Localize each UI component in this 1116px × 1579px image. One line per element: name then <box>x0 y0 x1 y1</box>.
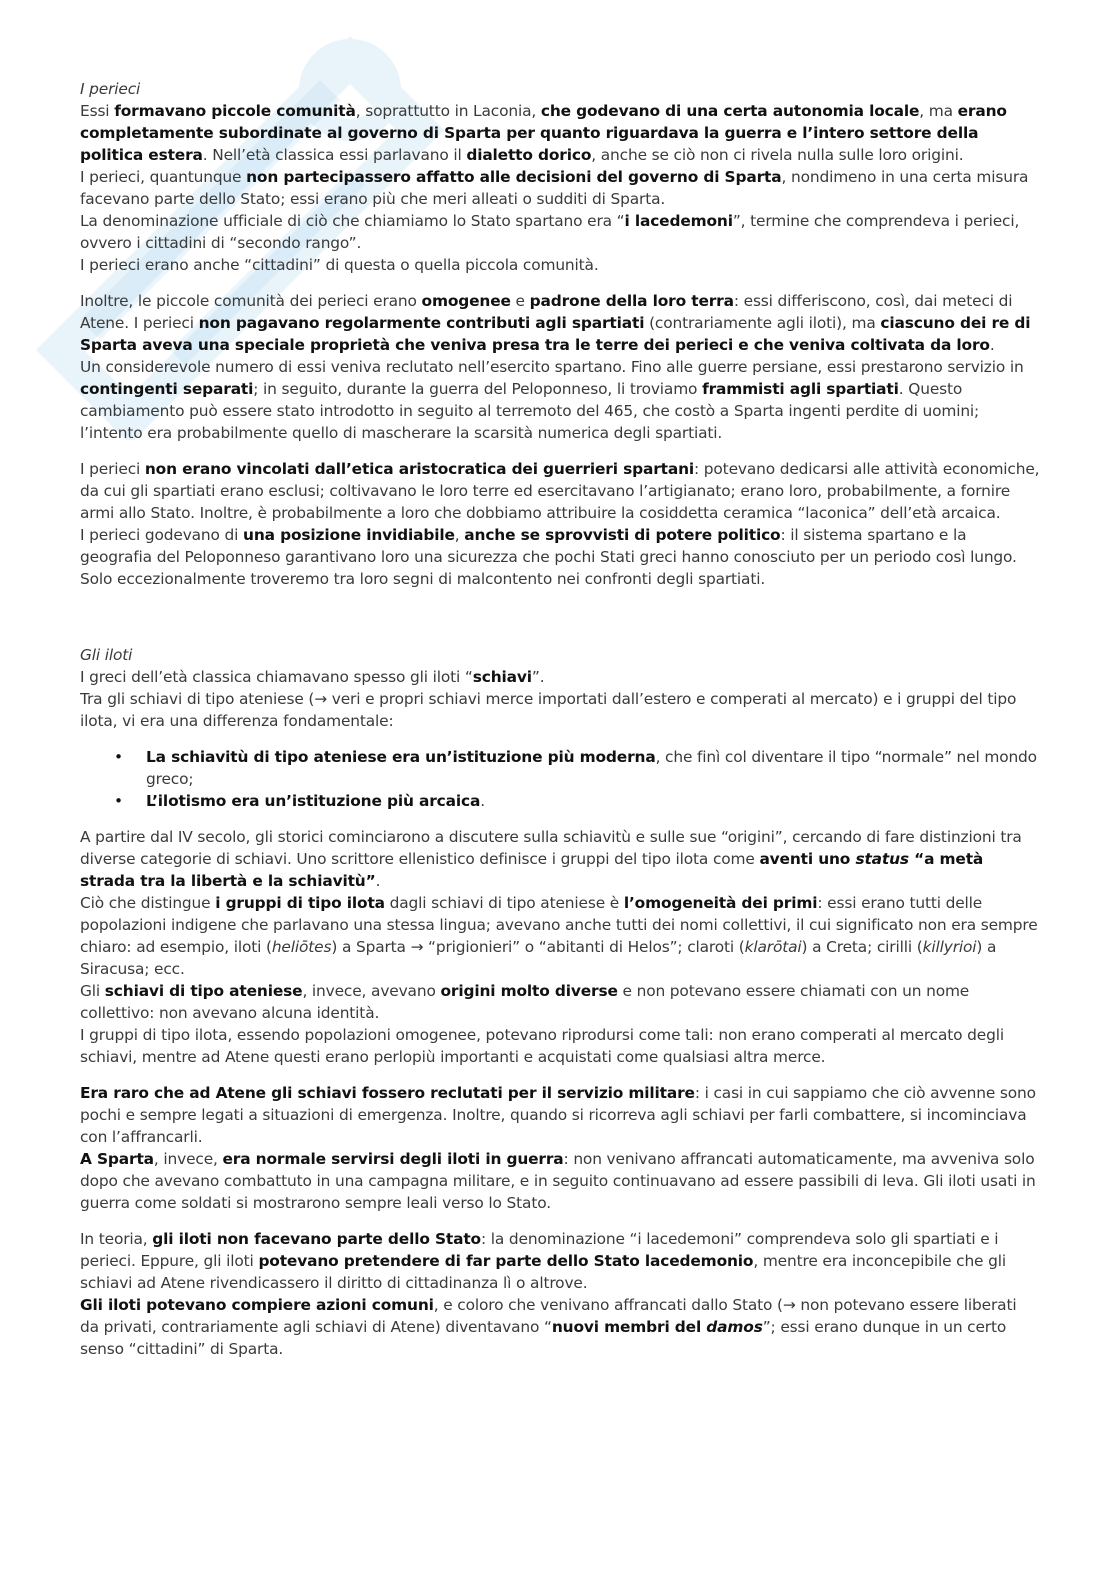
bold-text: nuovi membri del <box>551 1318 707 1336</box>
paragraph-line <box>80 666 1040 688</box>
paragraph-block <box>80 100 1040 276</box>
paragraph-line <box>80 892 1040 980</box>
text-run: , che finì col diventare il tipo “normale” nel mondo greco; <box>146 748 1037 788</box>
text-run: ”, termine che comprendeva i perieci, ovvero i cittadini di “secondo rango”. <box>80 212 1020 252</box>
bold-text: aventi uno <box>759 850 856 868</box>
text-run: : potevano dedicarsi alle attività economiche, da cui gli spartiati erano esclusi; coltivavano le loro terre ed esercitavano l’artigianato; erano loro, probabilmente, a fornire armi allo Stato. Inoltre, è probabilmente a loro che dobbiamo attribuire la cosiddetta ceramica “laconica” dell’età arcaica. <box>80 460 1040 522</box>
paragraph-block <box>80 826 1040 1068</box>
bold-text: padrone della loro terra <box>529 292 734 310</box>
text-run: I greci dell’età classica chiamavano spesso gli iloti “ <box>80 668 473 686</box>
text-run: In teoria, <box>80 1230 153 1248</box>
text-run: I perieci erano anche “cittadini” di questa o quella piccola comunità. <box>80 256 599 274</box>
text-run: e non potevano essere chiamati con un nome collettivo: non avevano alcuna identità. <box>80 982 970 1022</box>
text-run: Ciò che distingue <box>80 894 216 912</box>
paragraph-line <box>80 356 1040 444</box>
text-run: dagli schiavi di tipo ateniese è <box>384 894 624 912</box>
paragraph-block <box>80 290 1040 444</box>
bold-text: non pagavano regolarmente contributi agli spartiati <box>198 314 645 332</box>
text-run: I gruppi di tipo ilota, essendo popolazioni omogenee, potevano riprodursi come tali: non erano comperati al mercato degli schiavi, mentre ad Atene questi erano perlopiù importanti e acquistati come qualsiasi altra merce. <box>80 1026 1004 1066</box>
text-run: ) a Creta; cirilli ( <box>801 938 923 956</box>
text-run: : essi differiscono, così, dai meteci di Atene. I perieci <box>80 292 1013 332</box>
text-run: Un considerevole numero di essi veniva reclutato nell’esercito spartano. Fino alle guerre persiane, essi prestarono servizio in <box>80 358 1024 376</box>
text-run: : essi erano tutti delle popolazioni indigene che parlavano una stessa lingua; avevano anche tutti dei nomi collettivi, il cui significato non era sempre chiaro: ad esempio, iloti ( <box>80 894 1038 956</box>
text-run: , invece, avevano <box>302 982 441 1000</box>
bold-text: erano completamente subordinate al governo di Sparta per quanto riguardava la guerra e l’intero settore della politica estera <box>80 102 1007 164</box>
section-spacer <box>80 604 1040 644</box>
intro-block <box>80 666 1040 732</box>
bold-text: anche se sprovvisti di potere politico <box>464 526 781 544</box>
bold-text: gli iloti non facevano parte dello Stato <box>152 1230 481 1248</box>
text-run: I perieci, quantunque <box>80 168 247 186</box>
paragraph-line <box>80 210 1040 254</box>
list-item <box>146 790 1040 812</box>
section-heading: I perieci <box>80 80 141 98</box>
bold-text: “a metà strada tra la libertà e la schiavitù” <box>80 850 984 890</box>
text-run: . <box>375 872 381 890</box>
text-run: Tra gli schiavi di tipo ateniese (→ veri e propri schiavi merce importati dall’estero e comperati al mercato) e i gruppi del tipo ilota, vi era una differenza fondamentale: <box>80 690 1017 730</box>
section-perieci <box>80 78 1040 590</box>
paragraph-line <box>80 980 1040 1024</box>
text-run: , e coloro che venivano affrancati dallo Stato (→ non potevano essere liberati da privati, contrariamente agli schiavi di Atene) diventavano “ <box>80 1296 1017 1336</box>
bold-text: schiavi <box>472 668 532 686</box>
text-run: . <box>480 792 485 810</box>
text-run: , ma <box>919 102 958 120</box>
text-run: e <box>510 292 530 310</box>
italic-text: killyrioi <box>922 938 977 956</box>
text-run: : i casi in cui sappiamo che ciò avvenne sono pochi e sempre legati a situazioni di emergenza. Inoltre, quando si ricorreva agli schiavi per farli combattere, si incominciava con l’affrancarli. <box>80 1084 1036 1146</box>
text-run: A partire dal IV secolo, gli storici cominciarono a discutere sulla schiavitù e sulle sue “origini”, cercando di fare distinzioni tra diverse categorie di schiavi. Uno scrittore ellenistico definisce i gruppi del tipo ilota come <box>80 828 1022 868</box>
bullet-list <box>80 746 1040 812</box>
bold-text: Era raro che ad Atene gli schiavi fossero reclutati per il servizio militare <box>80 1084 695 1102</box>
text-run: , <box>454 526 465 544</box>
bold-text: una posizione invidiabile <box>243 526 455 544</box>
bold-text: L’ilotismo era un’istituzione più arcaica <box>146 792 481 810</box>
bold-text: damos <box>706 1318 763 1336</box>
bold-text: status <box>855 850 909 868</box>
paragraph-line <box>80 458 1040 524</box>
text-run: ”. <box>531 668 545 686</box>
text-run: , mentre era inconcepibile che gli schiavi ad Atene rivendicassero il diritto di cittadinanza lì o altrove. <box>80 1252 1006 1292</box>
bold-text: potevano pretendere di far parte dello Stato lacedemonio <box>258 1252 754 1270</box>
text-run: (contrariamente agli iloti), ma <box>644 314 881 332</box>
text-run: I perieci <box>80 460 145 478</box>
paragraph-line <box>80 1294 1040 1360</box>
paragraph-line <box>80 688 1040 732</box>
paragraph-line <box>80 290 1040 356</box>
paragraph-block <box>80 1228 1040 1360</box>
bold-text: ciascuno dei re di Sparta aveva una speciale proprietà che veniva presa tra le terre dei perieci e che veniva coltivata da loro <box>80 314 1031 354</box>
bold-text: l’omogeneità dei primi <box>623 894 818 912</box>
bold-text: origini molto diverse <box>440 982 618 1000</box>
paragraph-line <box>80 826 1040 892</box>
text-run: Inoltre, le piccole comunità dei perieci erano <box>80 292 422 310</box>
bold-text: non partecipassero affatto alle decisioni del governo di Sparta <box>246 168 782 186</box>
list-item <box>146 746 1040 790</box>
paragraph-line <box>80 1082 1040 1148</box>
italic-text: klarōtai <box>744 938 802 956</box>
bold-text: frammisti agli spartiati <box>702 380 899 398</box>
text-run: ; in seguito, durante la guerra del Peloponneso, li troviamo <box>253 380 703 398</box>
bold-text: formavano piccole comunità <box>114 102 356 120</box>
text-run: Essi <box>80 102 115 120</box>
text-run: : il sistema spartano e la geografia del Peloponneso garantivano loro una sicurezza che pochi Stati greci hanno conosciuto per un periodo così lungo. Solo eccezionalmente troveremo tra loro segni di malcontento nei confronti degli spartiati. <box>80 526 1017 588</box>
text-run: , nondimeno in una certa misura facevano parte dello Stato; essi erano più che meri alleati o sudditi di Sparta. <box>80 168 1029 208</box>
paragraph-block <box>80 1082 1040 1214</box>
bold-text: era normale servirsi degli iloti in guerra <box>222 1150 564 1168</box>
bold-text: non erano vincolati dall’etica aristocratica dei guerrieri spartani <box>144 460 695 478</box>
bold-text: i gruppi di tipo ilota <box>215 894 385 912</box>
bold-text: contingenti separati <box>80 380 254 398</box>
bold-text: Gli iloti potevano compiere azioni comuni <box>80 1296 434 1314</box>
text-run: . <box>989 336 995 354</box>
paragraph-block <box>80 458 1040 590</box>
paragraph-line <box>80 1228 1040 1294</box>
italic-text: heliōtes <box>271 938 332 956</box>
paragraph-line <box>80 1148 1040 1214</box>
text-run: . Questo cambiamento può essere stato introdotto in seguito al terremoto del 465, che costò a Sparta ingenti perdite di uomini; l’intento era probabilmente quello di mascherare la scarsità numerica degli spartiati. <box>80 380 980 442</box>
text-run: , invece, <box>153 1150 223 1168</box>
text-run: ) a Siracusa; ecc. <box>80 938 997 978</box>
bold-text: che godevano di una certa autonomia locale <box>540 102 920 120</box>
bold-text: i lacedemoni <box>624 212 733 230</box>
text-run: ) a Sparta → “prigionieri” o “abitanti di Helos”; claroti ( <box>331 938 745 956</box>
text-run: : la denominazione “i lacedemoni” comprendeva solo gli spartiati e i perieci. Eppure, gli iloti <box>80 1230 999 1270</box>
bold-text: La schiavitù di tipo ateniese era un’istituzione più moderna <box>146 748 656 766</box>
paragraph-line <box>80 524 1040 590</box>
text-run: : non venivano affrancati automaticamente, ma avveniva solo dopo che avevano combattuto in una campagna militare, e in seguito continuavano ad essere passibili di leva. Gli iloti usati in guerra come soldati si mostrarono sempre leali verso lo Stato. <box>80 1150 1036 1212</box>
paragraph-line <box>80 166 1040 210</box>
text-run: , soprattutto in Laconia, <box>355 102 541 120</box>
text-run: I perieci godevano di <box>80 526 244 544</box>
text-run: La denominazione ufficiale di ciò che chiamiamo lo Stato spartano era “ <box>80 212 625 230</box>
text-run: ”; essi erano dunque in un certo senso “cittadini” di Sparta. <box>80 1318 1007 1358</box>
document-page <box>80 78 1040 1374</box>
bold-text: A Sparta <box>80 1150 154 1168</box>
bold-text: omogenee <box>421 292 511 310</box>
text-run: . Nell’età classica essi parlavano il <box>202 146 467 164</box>
paragraph-line <box>80 254 1040 276</box>
text-run: Gli <box>80 982 105 1000</box>
section-iloti <box>80 644 1040 1360</box>
section-heading: Gli iloti <box>80 646 133 664</box>
bold-text: schiavi di tipo ateniese <box>104 982 303 1000</box>
paragraph-line <box>80 1024 1040 1068</box>
bold-text: dialetto dorico <box>466 146 592 164</box>
text-run: , anche se ciò non ci rivela nulla sulle loro origini. <box>591 146 964 164</box>
paragraph-line <box>80 100 1040 166</box>
